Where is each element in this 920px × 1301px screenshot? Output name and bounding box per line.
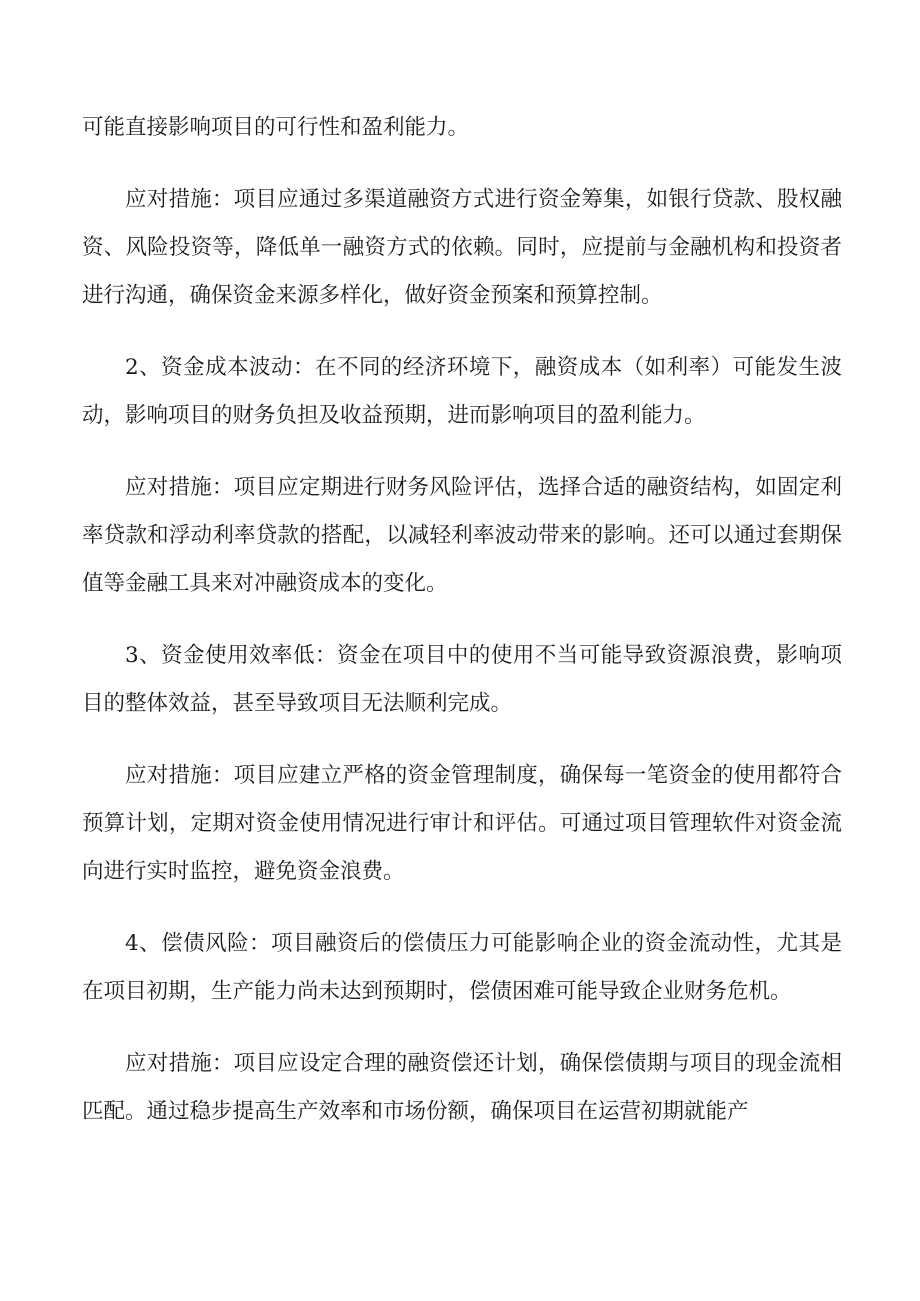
paragraph-countermeasure-1: 应对措施：项目应通过多渠道融资方式进行资金筹集，如银行贷款、股权融资、风险投资等，降低单一融资方式的依赖。同时，应提前与金融机构和投资者进行沟通，确保资金来源多样化，做好资金预案和预算控制。 — [82, 187, 842, 308]
paragraph-risk-capital-cost: 2、资金成本波动：在不同的经济环境下，融资成本（如利率）可能发生波动，影响项目的财务负担及收益预期，进而影响项目的盈利能力。 — [82, 355, 842, 428]
paragraph-countermeasure-3: 应对措施：项目应建立严格的资金管理制度，确保每一笔资金的使用都符合预算计划，定期对资金使用情况进行审计和评估。可通过项目管理软件对资金流向进行实时监控，避免资金浪费。 — [82, 763, 842, 884]
document-body — [82, 104, 842, 1160]
paragraph-countermeasure-2: 应对措施：项目应定期进行财务风险评估，选择合适的融资结构，如固定利率贷款和浮动利率贷款的搭配，以减轻利率波动带来的影响。还可以通过套期保值等金融工具来对冲融资成本的变化。 — [82, 475, 842, 596]
paragraph-countermeasure-4: 应对措施：项目应设定合理的融资偿还计划，确保偿债期与项目的现金流相匹配。通过稳步提高生产效率和市场份额，确保项目在运营初期就能产 — [82, 1051, 842, 1124]
paragraph-risk-fund-efficiency: 3、资金使用效率低：资金在项目中的使用不当可能导致资源浪费，影响项目的整体效益，甚至导致项目无法顺利完成。 — [82, 643, 842, 716]
paragraph-continuation: 可能直接影响项目的可行性和盈利能力。 — [82, 115, 470, 140]
paragraph-risk-debt-repayment: 4、偿债风险：项目融资后的偿债压力可能影响企业的资金流动性，尤其是在项目初期，生产能力尚未达到预期时，偿债困难可能导致企业财务危机。 — [82, 931, 842, 1004]
